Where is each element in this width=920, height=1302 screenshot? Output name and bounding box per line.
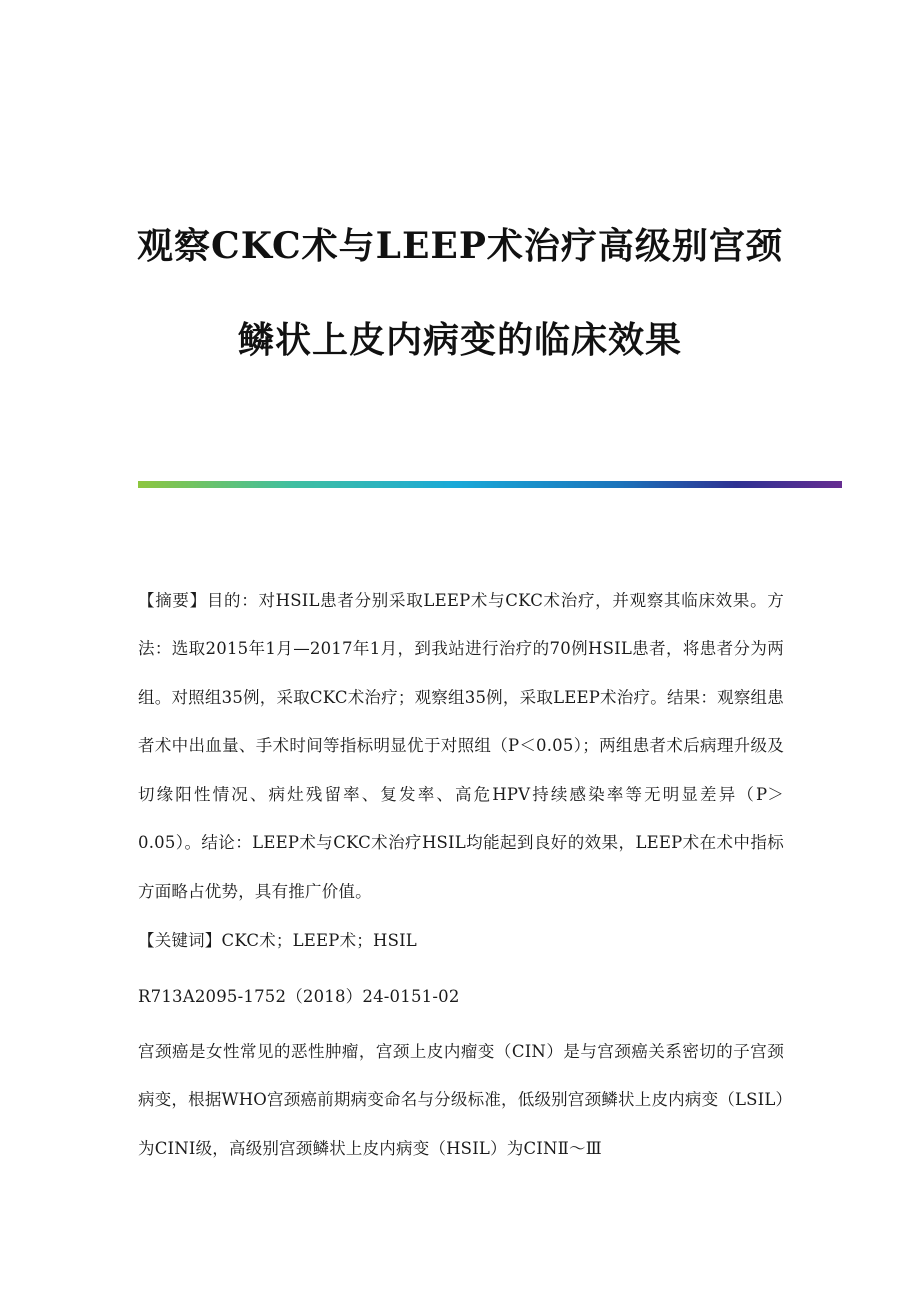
title-divider [138, 481, 842, 488]
keywords-line: 【关键词】CKC术；LEEP术；HSIL [138, 930, 417, 950]
page-title-line-1: 观察CKC术与LEEP术治疗高级别宫颈 [137, 225, 783, 267]
abstract-paragraph: 【摘要】目的：对HSIL患者分别采取LEEP术与CKC术治疗，并观察其临床效果。方法：选取2015年1月—2017年1月，到我站进行治疗的70例HSIL患者，将患者分为两组。对照组35例，采取CKC术治疗；观察组35例，采取LEEP术治疗。结果：观察组患者术中出血量、手术时间等指标明显优于对照组（P＜0.05）；两组患者术后病理升级及切缘阳性情况、病灶残留率、复发率、高危HPV持续感染率等无明显差异（P＞0.05）。结论：LEEP术与CKC术治疗HSIL均能起到良好的效果，LEEP术在术中指标方面略占优势，具有推广价值。 [138, 590, 784, 901]
body-paragraph: 宫颈癌是女性常见的恶性肿瘤，宫颈上皮内瘤变（CIN）是与宫颈癌关系密切的子宫颈病变，根据WHO宫颈癌前期病变命名与分级标准，低级别宫颈鳞状上皮内病变（LSIL）为CINⅠ级，高级别宫颈鳞状上皮内病变（HSIL）为CINⅡ～Ⅲ [138, 1041, 784, 1158]
page-title-line-2: 鳞状上皮内病变的临床效果 [237, 319, 682, 361]
classification-code: R713A2095-1752（2018）24-0151-02 [138, 986, 460, 1006]
